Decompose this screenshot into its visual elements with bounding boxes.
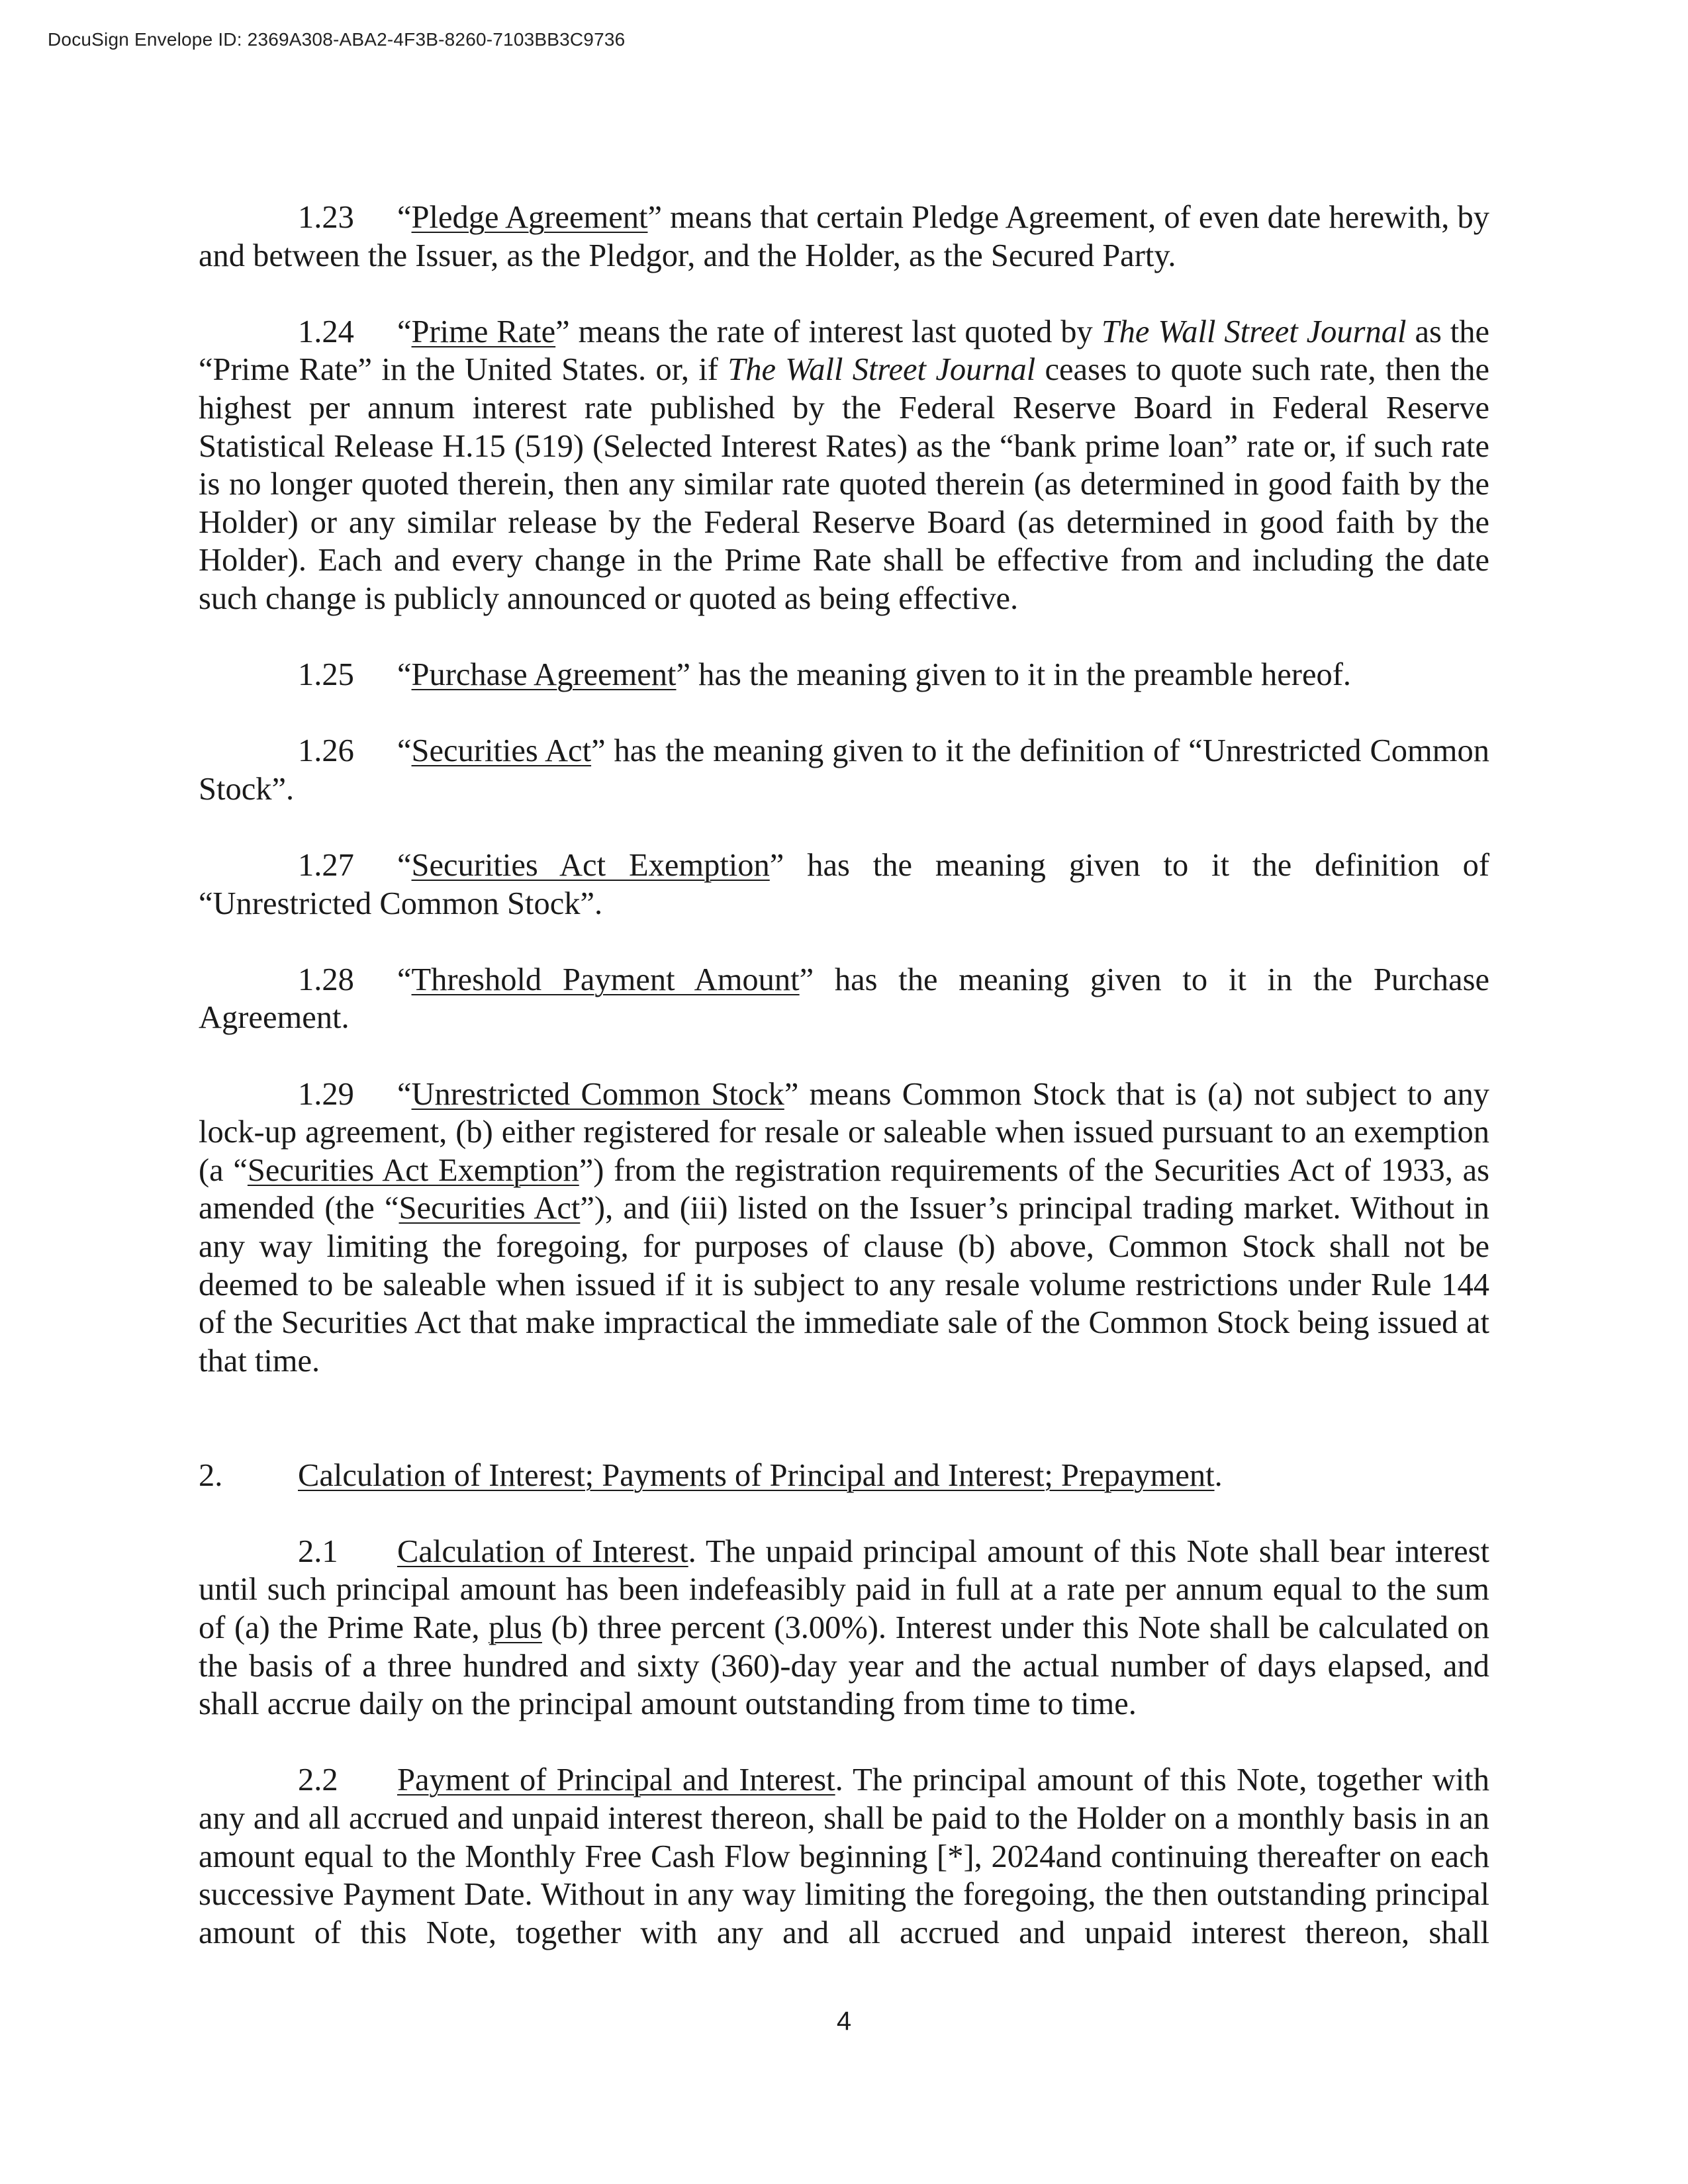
envelope-id: DocuSign Envelope ID: 2369A308-ABA2-4F3B-8260-7103BB3C9736	[48, 29, 626, 50]
open-quote: “	[397, 1076, 412, 1112]
definition-1-23	[199, 199, 1489, 275]
clause-number: 1.24	[298, 314, 354, 349]
open-quote: “	[397, 848, 412, 884]
definition-text: ”) from the registration requirements of the Securities Act of 1933, as amended (the “	[199, 1152, 1489, 1226]
defined-term: Purchase Agreement	[411, 657, 677, 693]
close-quote: ”	[591, 733, 606, 769]
defined-term: Securities Act	[411, 733, 592, 769]
definition-text: means Common Stock that is (a) not subject to any lock-up agreement, (b) either registered for resale or saleable when issued pursuant to an exemption (a “	[199, 1076, 1489, 1188]
clause-number: 1.25	[298, 657, 354, 693]
close-quote: ”	[676, 657, 691, 693]
clause-2-1	[199, 1533, 1489, 1723]
open-quote: “	[397, 657, 412, 693]
definition-1-27	[199, 846, 1489, 923]
clause-text: (b) three percent (3.00%). Interest under this Note shall be calculated on the basis of a three hundred and sixty (360)-day year and the actual number of days elapsed, and shall accrue daily on the principal amount outstanding from time to time.	[199, 1610, 1489, 1722]
defined-term-reference: Securities Act	[399, 1191, 581, 1226]
clause-number: 1.27	[298, 848, 354, 884]
defined-term: Unrestricted Common Stock	[411, 1076, 784, 1112]
section-spacer	[199, 1418, 1489, 1457]
clause-2-2	[199, 1761, 1489, 1952]
open-quote: “	[397, 962, 412, 997]
close-quote: ”	[647, 200, 662, 235]
definition-1-26	[199, 732, 1489, 808]
definition-text: has the meaning given to it in the preamble hereof.	[690, 657, 1352, 693]
close-quote: ”	[769, 848, 784, 884]
clause-number: 1.26	[298, 733, 354, 769]
defined-term: Prime Rate	[411, 314, 556, 349]
definition-text: means the rate of interest last quoted by	[569, 314, 1102, 349]
close-quote: ”	[784, 1076, 799, 1112]
page-number: 4	[836, 2007, 852, 2036]
close-quote: ”	[799, 962, 814, 997]
clause-number: 2.2	[298, 1762, 338, 1798]
definition-1-28	[199, 961, 1489, 1037]
definition-text: means that certain Pledge Agreement, of even date herewith, by and between the Issuer, as the Pledgor, and the Holder, as the Secured Party.	[199, 200, 1489, 273]
clause-number: 1.23	[298, 200, 354, 235]
clause-number: 1.29	[298, 1076, 354, 1112]
publication-name: The Wall Street Journal	[1101, 314, 1407, 349]
open-quote: “	[397, 200, 412, 235]
definition-1-29	[199, 1075, 1489, 1381]
clause-title: Calculation of Interest	[397, 1533, 688, 1569]
definition-text: has the meaning given to it in the Purchase Agreement.	[199, 962, 1489, 1036]
clause-text: . The principal amount of this Note, together with any and all accrued and unpaid interest thereon, shall be paid to the Holder on a monthly basis in an amount equal to the Monthly Free Cash Flow beginning [*], 2024and continuing thereafter on each successive Payment Date. Without in any way limiting the foregoing, the then outstanding principal amount of this Note, together with any and all accrued and unpaid interest thereon, shall	[199, 1762, 1490, 1950]
defined-term: Securities Act Exemption	[411, 848, 770, 884]
definition-text: ”), and (iii) listed on the Issuer’s principal trading market. Without in any way limiting the foregoing, for purposes of clause (b) above, Common Stock shall not be deemed to be saleable when issued if it is subject to any resale volume restrictions under Rule 144 of the Securities Act that make impractical the immediate sale of the Common Stock being issued at that time.	[199, 1191, 1490, 1379]
definition-1-25	[199, 656, 1489, 694]
clause-number: 2.1	[298, 1533, 338, 1569]
open-quote: “	[397, 314, 412, 349]
definition-text: has the meaning given to it the definition of “Unrestricted Common Stock”.	[199, 848, 1490, 921]
definition-text: as the “Prime Rate” in the United States. or, if	[199, 314, 1489, 388]
section-number: 2.	[199, 1457, 223, 1493]
clause-title: Payment of Principal and Interest	[397, 1762, 835, 1798]
section-2-heading	[199, 1457, 1489, 1495]
defined-term: Threshold Payment Amount	[411, 962, 800, 997]
section-title: Calculation of Interest; Payments of Principal and Interest; Prepayment	[298, 1457, 1215, 1493]
section-title-period: .	[1214, 1457, 1223, 1493]
defined-term: Pledge Agreement	[411, 200, 648, 235]
plus-term: plus	[489, 1610, 542, 1645]
definition-1-24	[199, 313, 1489, 618]
close-quote: ”	[555, 314, 570, 349]
publication-name: The Wall Street Journal	[727, 352, 1036, 388]
open-quote: “	[397, 733, 412, 769]
clause-number: 1.28	[298, 962, 354, 997]
defined-term-reference: Securities Act Exemption	[247, 1152, 579, 1188]
definition-text: has the meaning given to it the definition of “Unrestricted Common Stock”.	[199, 733, 1490, 807]
clause-text: . The unpaid principal amount of this Note shall bear interest until such principal amount has been indefeasibly paid in full at a rate per annum equal to the sum of (a) the Prime Rate,	[199, 1533, 1489, 1645]
definition-text: ceases to quote such rate, then the highest per annum interest rate published by the Federal Reserve Board in Federal Reserve Statistical Release H.15 (519) (Selected Interest Rates) as the “bank prime loan” rate or, if such rate is no longer quoted therein, then any similar rate quoted therein (as determined in good faith by the Holder) or any similar release by the Federal Reserve Board (as determined in good faith by the Holder). Each and every change in the Prime Rate shall be effective from and including the date such change is publicly announced or quoted as being effective.	[199, 352, 1489, 616]
document-body	[199, 199, 1489, 1990]
